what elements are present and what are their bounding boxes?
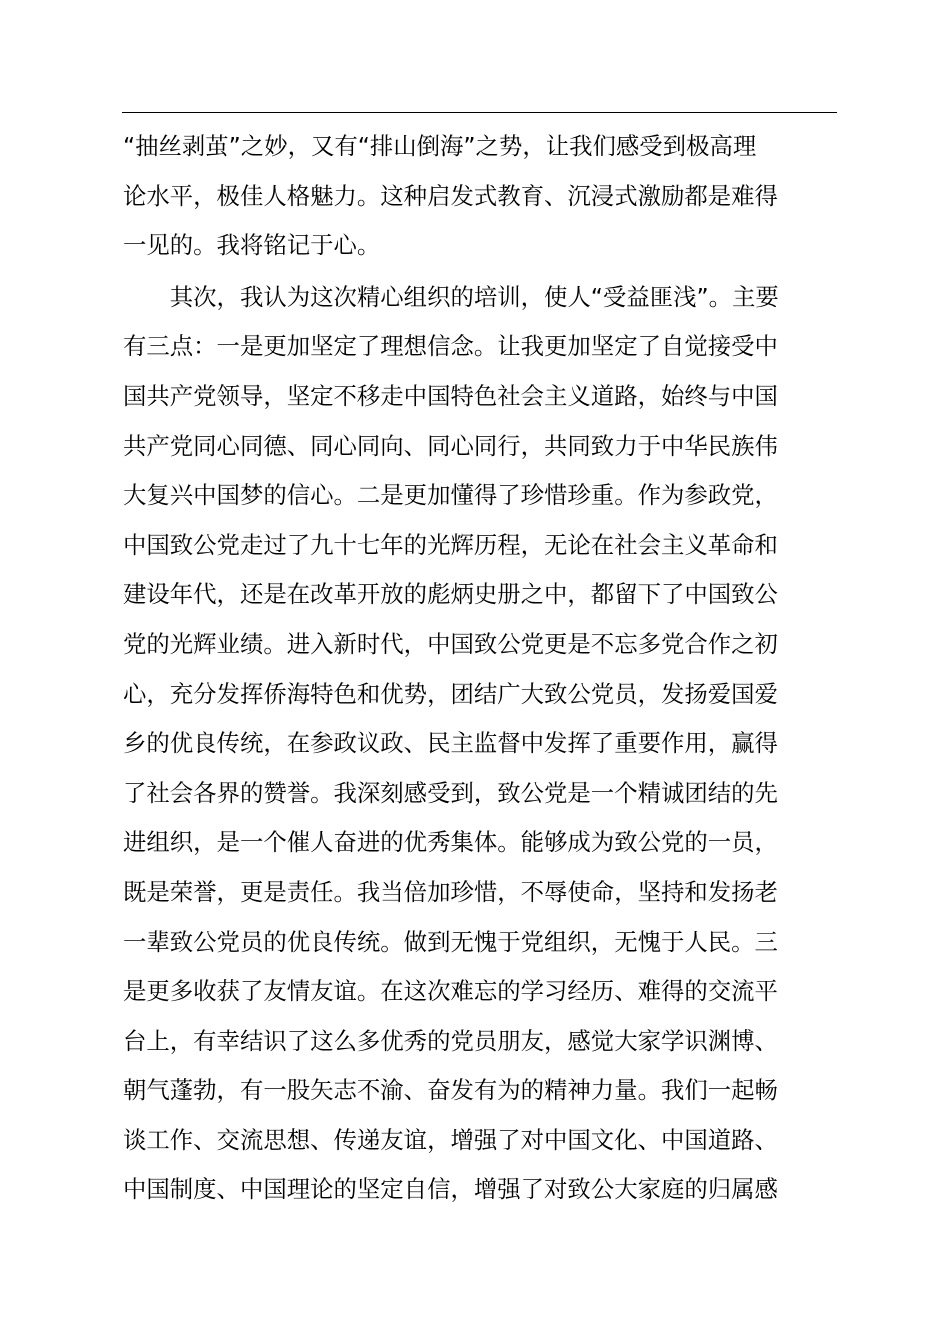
text-line: 一辈致公党员的优良传统。做到无愧于党组织，无愧于人民。三 <box>123 927 778 956</box>
text-line: 论水平，极佳人格魅力。这种启发式教育、沉浸式激励都是难得 <box>123 181 778 210</box>
text-line: 建设年代，还是在改革开放的彪炳史册之中，都留下了中国致公 <box>123 580 778 609</box>
text-line: 大复兴中国梦的信心。二是更加懂得了珍惜珍重。作为参政党， <box>123 481 778 510</box>
text-line: 心，充分发挥侨海特色和优势，团结广大致公党员，发扬爱国爱 <box>123 679 778 708</box>
text-line: 了社会各界的赞誉。我深刻感受到，致公党是一个精诚团结的先 <box>123 778 778 807</box>
text-line: 既是荣誉，更是责任。我当倍加珍惜，不辱使命，坚持和发扬老 <box>123 877 778 906</box>
text-line: 台上，有幸结识了这么多优秀的党员朋友，感觉大家学识渊博、 <box>123 1026 778 1055</box>
text-line: 进组织，是一个催人奋进的优秀集体。能够成为致公党的一员， <box>123 828 778 857</box>
body-text <box>123 122 839 1215</box>
text-line: “抽丝剥茧”之妙，又有“排山倒海”之势，让我们感受到极高理 <box>123 132 757 160</box>
text-line: 其次，我认为这次精心组织的培训，使人“受益匪浅”。主要 <box>123 282 779 311</box>
text-line: 共产党同心同德、同心同向、同心同行，共同致力于中华民族伟 <box>123 431 778 460</box>
text-line: 国共产党领导，坚定不移走中国特色社会主义道路，始终与中国 <box>123 381 778 410</box>
text-line: 朝气蓬勃，有一股矢志不渝、奋发有为的精神力量。我们一起畅 <box>123 1076 778 1105</box>
text-line: 中国制度、中国理论的坚定自信，增强了对致公大家庭的归属感 <box>123 1175 778 1204</box>
text-line: 党的光辉业绩。进入新时代，中国致公党更是不忘多党合作之初 <box>123 629 778 658</box>
header-rule <box>122 112 837 113</box>
text-line: 谈工作、交流思想、传递友谊，增强了对中国文化、中国道路、 <box>123 1125 778 1154</box>
text-line: 乡的优良传统，在参政议政、民主监督中发挥了重要作用，赢得 <box>123 729 778 758</box>
text-line: 有三点：一是更加坚定了理想信念。让我更加坚定了自觉接受中 <box>123 332 778 361</box>
text-line: 中国致公党走过了九十七年的光辉历程，无论在社会主义革命和 <box>123 530 778 559</box>
text-line: 一见的。我将铭记于心。 <box>123 231 381 260</box>
text-line: 是更多收获了友情友谊。在这次难忘的学习经历、难得的交流平 <box>123 977 778 1006</box>
